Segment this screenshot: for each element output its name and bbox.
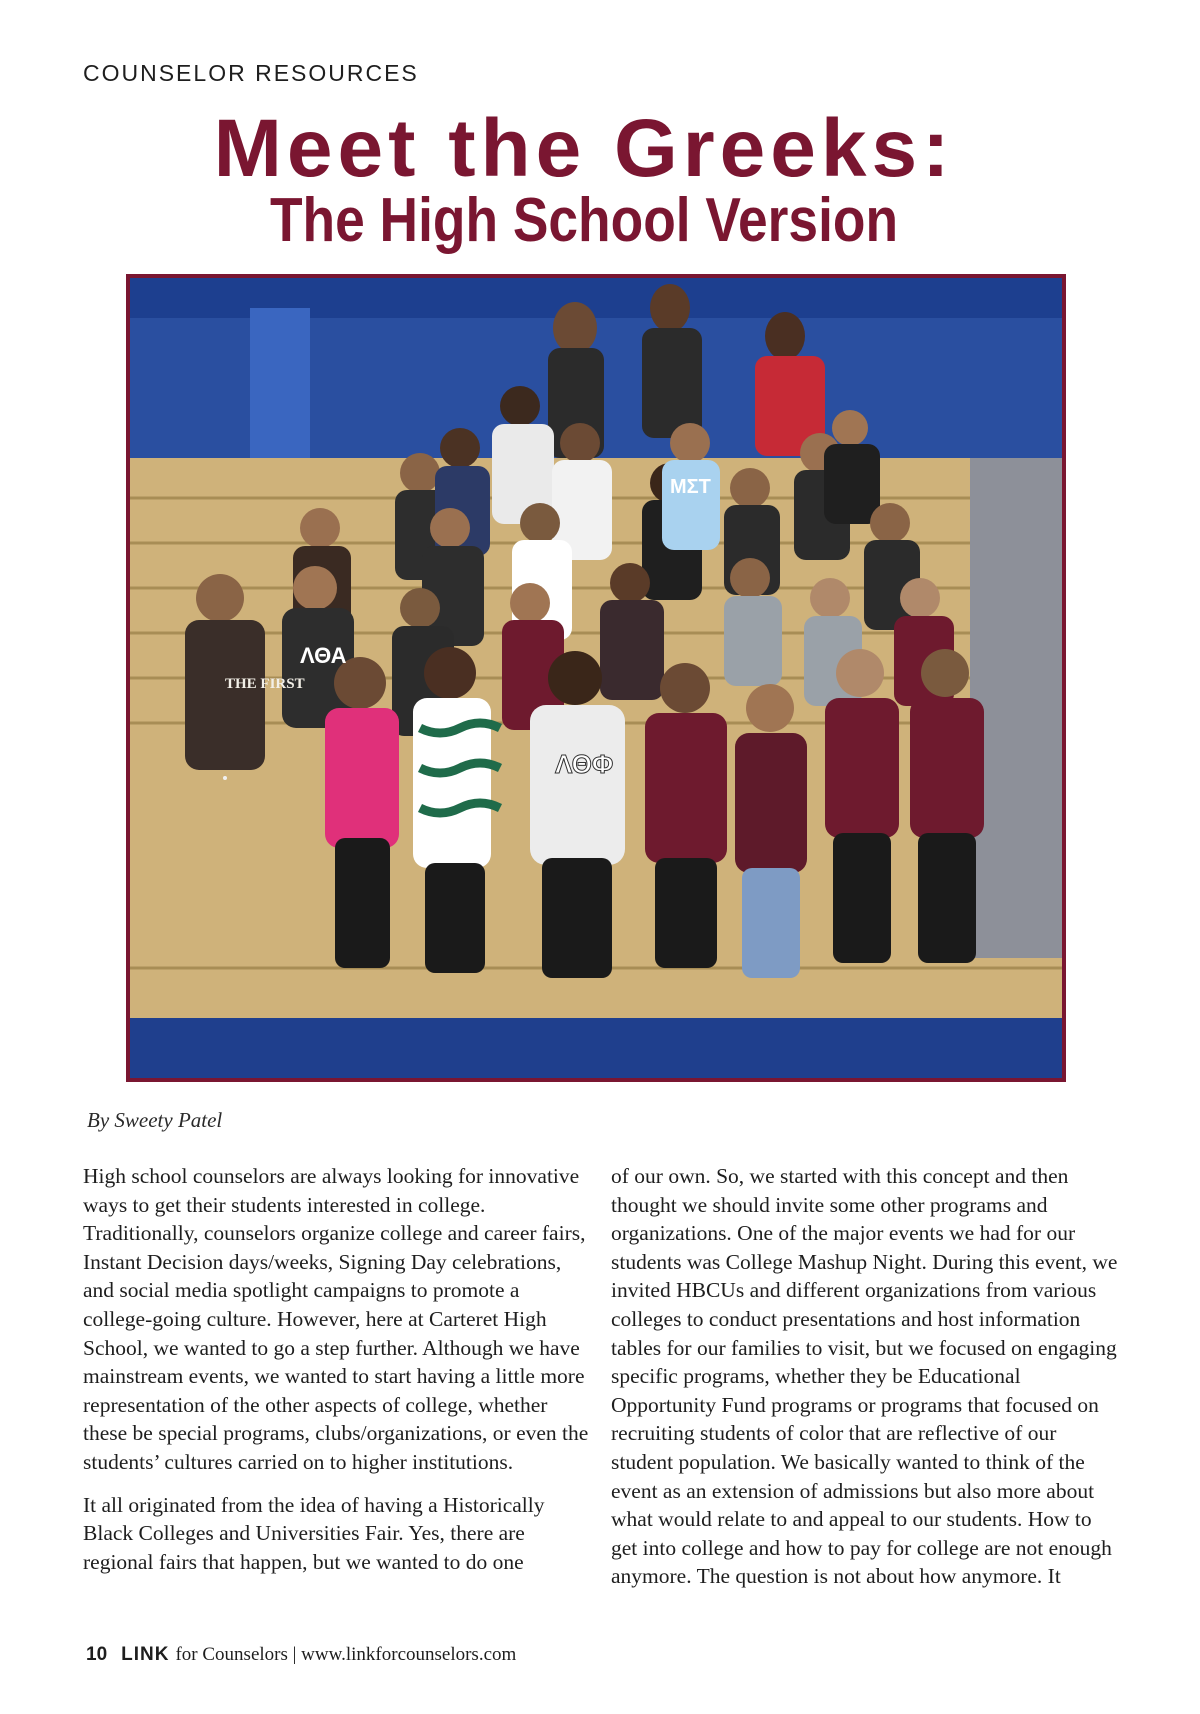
brand-name: LINK	[121, 1644, 170, 1665]
page-footer	[86, 1644, 516, 1666]
article-column-right	[611, 1162, 1119, 1605]
article-subtitle: The High School Version	[269, 186, 899, 255]
paragraph: It all originated from the idea of having a Historically Black Colleges and Universities Fair. Yes, there are regional fairs that happen, but we wanted to do one	[83, 1492, 545, 1574]
publication-info: for Counselors | www.linkforcounselors.com	[175, 1644, 517, 1665]
group-photo-illustration	[130, 278, 1062, 1078]
article-title: Meet the Greeks:	[213, 103, 955, 194]
article-column-left	[83, 1162, 591, 1590]
section-label: COUNSELOR RESOURCES	[83, 60, 419, 86]
page-number: 10	[86, 1644, 108, 1665]
shirt-text-first: THE FIRST	[225, 676, 305, 692]
group-photo	[126, 274, 1066, 1082]
shirt-text-lambda: ΛΘΦ	[555, 749, 614, 779]
shirt-text-letters: ΛΘΑ	[300, 643, 347, 668]
paragraph: High school counselors are always looking for innovative ways to get their students interested in college. Traditionally, counselors organize college and career fairs, Instant Decision days/weeks, Signing Day celebrations, and social media spotlight campaigns to promote a college-going culture. However, here at Carteret High School, we wanted to go a step further. Although we have mainstream events, we wanted to start having a little more representation of the other aspects of college, whether these be special programs, clubs/organizations, or even the students’ cultures carried on to higher institutions.	[83, 1164, 589, 1474]
shirt-text-mst: ΜΣΤ	[670, 476, 711, 498]
paragraph: of our own. So, we started with this concept and then thought we should invite some other programs and organizations. One of the major events we had for our students was College Mashup Night. During this event, we invited HBCUs and different organizations from various colleges to conduct presentations and host information tables for our families to visit, but we focused on engaging specific programs, whether they be Educational Opportunity Fund programs or programs that focused on recruiting students of color that are reflective of our student population. We basically wanted to think of the event as an extension of admissions but also more about what would relate to and appeal to our students. How to get into college and how to pay for college are not enough anymore. The question is not about how anymore. It	[611, 1164, 1118, 1589]
byline: By Sweety Patel	[87, 1108, 223, 1132]
